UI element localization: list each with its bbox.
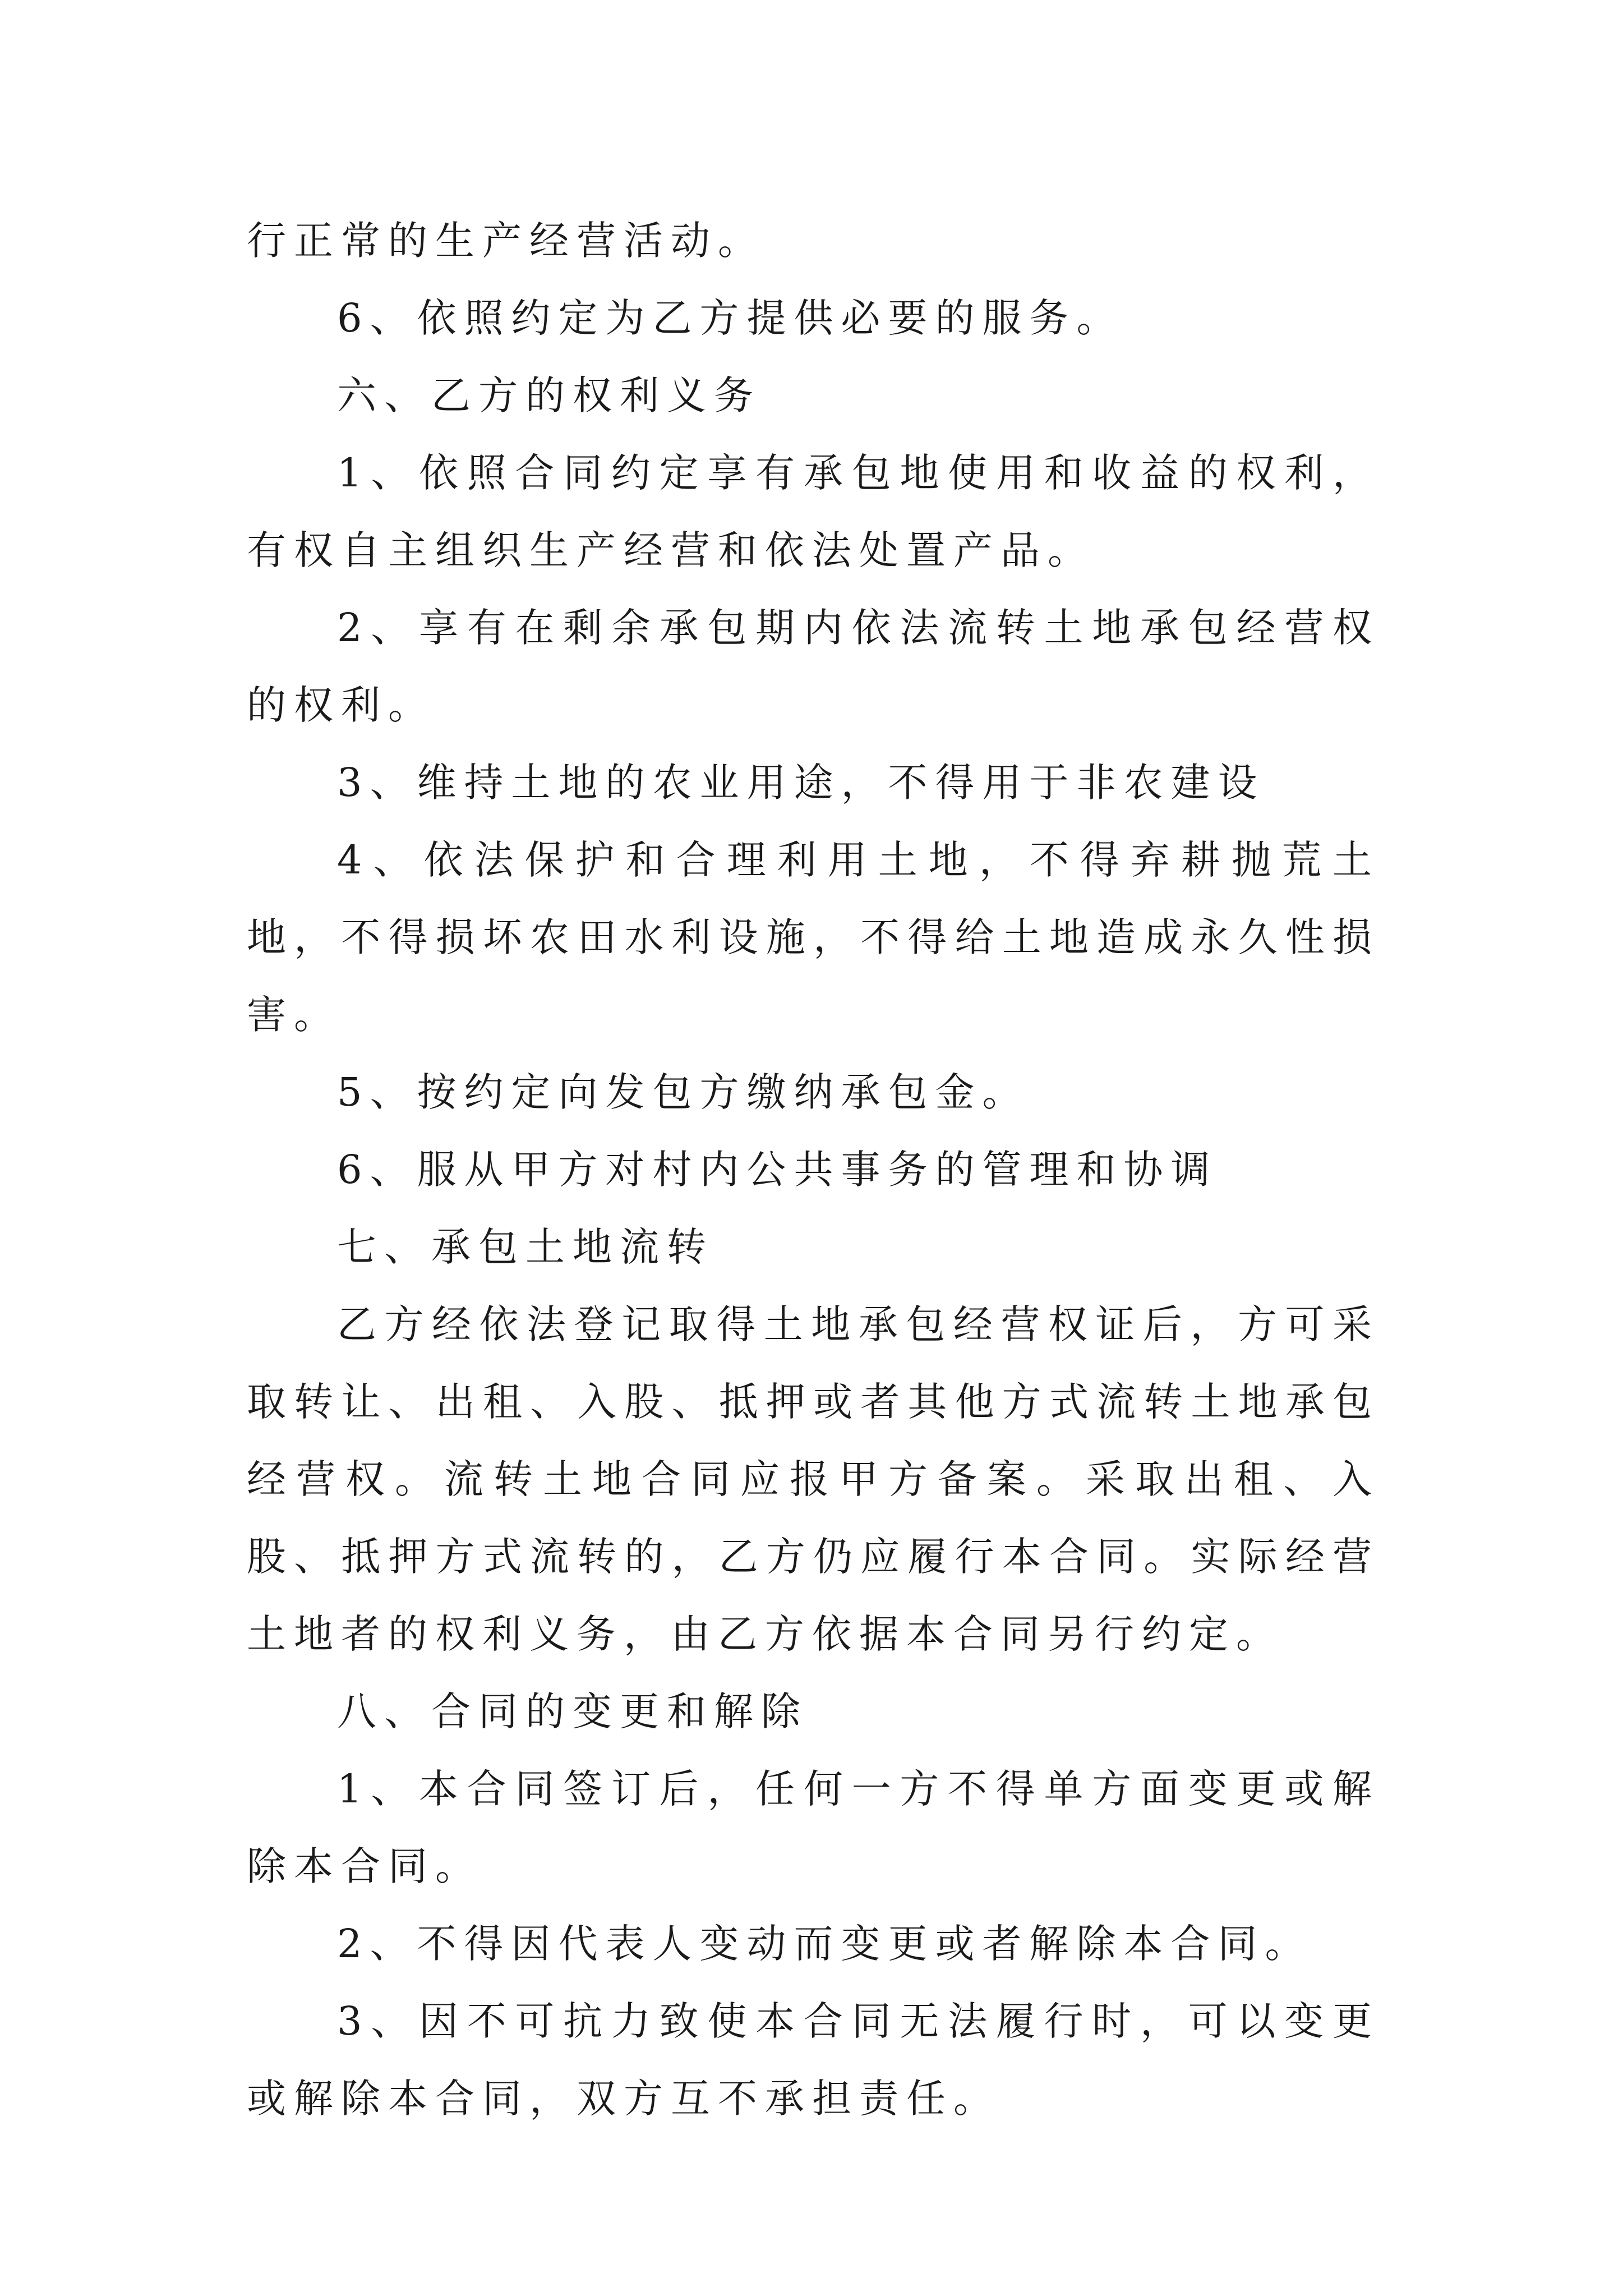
paragraph-clause-8-3: 3、因不可抗力致使本合同无法履行时，可以变更或解除本合同，双方互不承担责任。 xyxy=(247,1998,1380,2122)
paragraph-clause-6-5: 5、按约定向发包方缴纳承包金。 xyxy=(337,1069,1030,1115)
section-heading-8: 八、合同的变更和解除 xyxy=(337,1688,808,1734)
paragraph-clause-5-6: 6、依照约定为乙方提供必要的服务。 xyxy=(337,295,1124,341)
document-body xyxy=(247,202,1380,2137)
paragraph-clause-8-2: 2、不得因代表人变动而变更或者解除本合同。 xyxy=(337,1921,1312,1967)
paragraph-clause-6-2: 2、享有在剩余承包期内依法流转土地承包经营权的权利。 xyxy=(247,605,1380,728)
paragraph-clause-8-1: 1、本合同签订后，任何一方不得单方面变更或解除本合同。 xyxy=(247,1766,1380,1889)
paragraph-clause-6-4: 4、依法保护和合理利用土地，不得弃耕抛荒土地，不得损坏农田水利设施，不得给土地造成永久性损害。 xyxy=(247,837,1380,1038)
section-heading-7: 七、承包土地流转 xyxy=(337,1224,714,1270)
paragraph-clause-6-1: 1、依照合同约定享有承包地使用和收益的权利，有权自主组织生产经营和依法处置产品。 xyxy=(247,450,1380,573)
paragraph-clause-6-6: 6、服从甲方对村内公共事务的管理和协调 xyxy=(337,1147,1218,1193)
paragraph-continuation: 行正常的生产经营活动。 xyxy=(247,218,765,264)
paragraph-section-7-body: 乙方经依法登记取得土地承包经营权证后，方可采取转让、出租、入股、抵押或者其他方式流转土地承包经营权。流转土地合同应报甲方备案。采取出租、入股、抵押方式流转的，乙方仍应履行本合同。实际经营土地者的权利义务，由乙方依据本合同另行约定。 xyxy=(247,1301,1380,1657)
paragraph-clause-6-3: 3、维持土地的农业用途，不得用于非农建设 xyxy=(337,760,1265,806)
section-heading-6: 六、乙方的权利义务 xyxy=(337,372,761,418)
